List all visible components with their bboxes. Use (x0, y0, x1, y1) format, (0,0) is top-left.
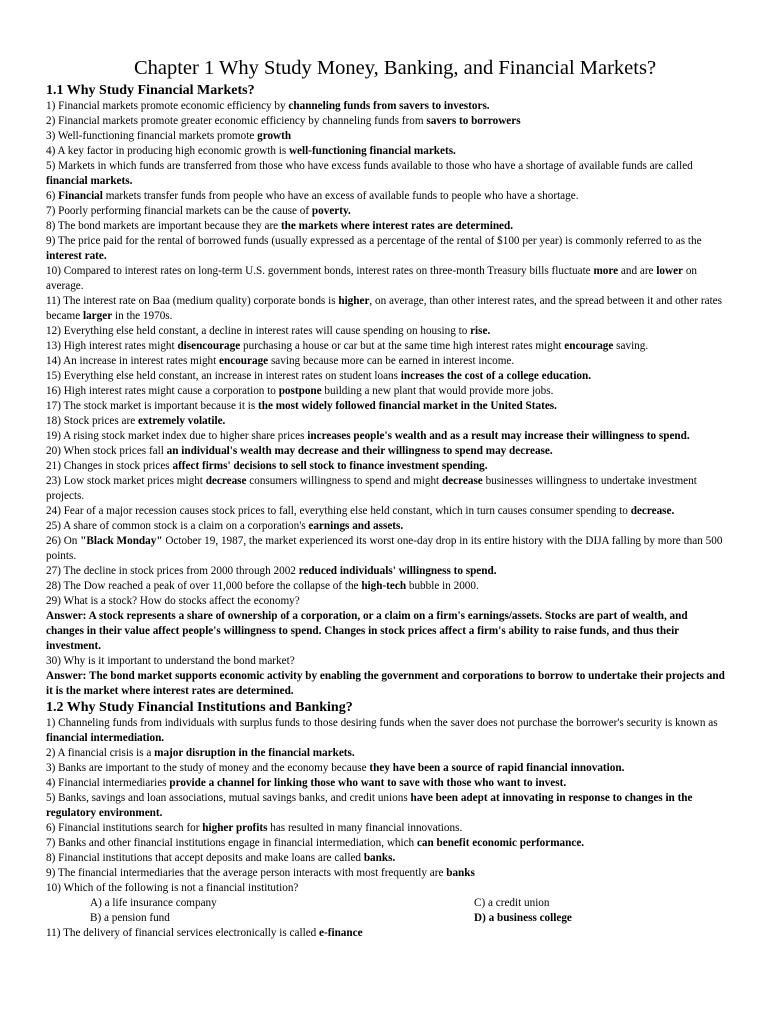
text-run: 24) Fear of a major recession causes stock prices to fall, everything else held constant, which in turn causes consumer spending to (46, 505, 631, 517)
question-item (46, 159, 728, 189)
bold-text: more (593, 265, 619, 277)
text-run: October 19, 1987, the market experienced its worst one-day drop in its entire history with the DIJA falling by more than 500 points. (46, 535, 723, 562)
text-run: 13) High interest rates might (46, 340, 178, 352)
question-item (46, 459, 728, 474)
text-run: businesses willingness to undertake investment projects. (46, 475, 697, 502)
text-run: 15) Everything else held constant, an increase in interest rates on student loans (46, 370, 401, 382)
bold-text: growth (257, 130, 292, 142)
answer-choices (46, 896, 728, 926)
bold-text: encourage (564, 340, 614, 352)
bold-text: channeling funds from savers to investors. (288, 100, 490, 112)
question-item (46, 399, 728, 414)
bold-text: high-tech (361, 580, 407, 592)
bold-text: financial markets. (46, 175, 133, 187)
text-run: 14) An increase in interest rates might (46, 355, 220, 367)
question-item (46, 264, 728, 294)
bold-text: reduced individuals' willingness to spend. (298, 565, 497, 577)
section-heading: 1.1 Why Study Financial Markets? (46, 83, 255, 98)
text-run: 1) Channeling funds from individuals with surplus funds to those desiring funds when the saver does not purchase the borrower's security is known as (46, 717, 718, 729)
document-body (46, 82, 728, 941)
question-item (46, 204, 728, 219)
bold-text: banks (446, 867, 475, 879)
text-run: 23) Low stock market prices might (46, 475, 206, 487)
question-item (46, 339, 728, 354)
bold-text: higher profits (202, 822, 268, 834)
text-run: 11) The interest rate on Baa (medium quality) corporate bonds is (46, 295, 339, 307)
text-run: 8) Financial institutions that accept deposits and make loans are called (46, 852, 364, 864)
bold-text: extremely volatile. (137, 415, 226, 427)
text-run: 3) Banks are important to the study of money and the economy because (46, 762, 370, 774)
chapter-title: Chapter 1 Why Study Money, Banking, and Financial Markets? (133, 57, 657, 79)
text-run: 21) Changes in stock prices (46, 460, 173, 472)
question-item (46, 654, 728, 669)
text-run: 8) The bond markets are important because they are (46, 220, 281, 232)
bold-text: rise. (470, 325, 491, 337)
text-run: 7) Poorly performing financial markets can be the cause of (46, 205, 312, 217)
question-item (46, 791, 728, 821)
bold-text: have been adept at innovating in response to changes in the regulatory environment. (46, 792, 693, 819)
text-run: 4) Financial intermediaries (46, 777, 170, 789)
text-run: building a new plant that would provide more jobs. (321, 385, 554, 397)
bold-text: "Black Monday" (80, 535, 163, 547)
question-item (46, 429, 728, 444)
question-item (46, 534, 728, 564)
question-item (46, 144, 728, 159)
question-item (46, 324, 728, 339)
bold-text: interest rate. (46, 250, 107, 262)
bold-text: decrease. (630, 505, 675, 517)
text-run: 6) (46, 190, 59, 202)
answer-choice (474, 911, 728, 926)
question-item (46, 369, 728, 384)
text-run: 2) A financial crisis is a (46, 747, 155, 759)
answer-choice (474, 896, 728, 911)
bold-text: Financial (58, 190, 103, 202)
bold-text: earnings and assets. (308, 520, 404, 532)
text-run: C) a credit union (474, 897, 550, 909)
question-item (46, 189, 728, 204)
question-item (46, 294, 728, 324)
text-run: 27) The decline in stock prices from 2000 through 2002 (46, 565, 299, 577)
bold-text: higher (338, 295, 370, 307)
text-run: 18) Stock prices are (46, 415, 138, 427)
bold-text: an individual's wealth may decrease and their willingness to spend may decrease. (166, 445, 553, 457)
text-run: saving because more can be earned in interest income. (268, 355, 515, 367)
bold-text: disencourage (177, 340, 241, 352)
text-run: 28) The Dow reached a peak of over 11,000 before the collapse of the (46, 580, 362, 592)
question-item (46, 836, 728, 851)
text-run: 10) Compared to interest rates on long-term U.S. government bonds, interest rates on three-month Treasury bills fluctuate (46, 265, 594, 277)
text-run: 12) Everything else held constant, a decline in interest rates will cause spending on housing to (46, 325, 471, 337)
text-run: consumers willingness to spend and might (246, 475, 442, 487)
question-item (46, 219, 728, 234)
question-item (46, 594, 728, 609)
question-item (46, 504, 728, 519)
text-run: markets transfer funds from people who have an excess of available funds to people who have a shortage. (102, 190, 579, 202)
question-item (46, 444, 728, 459)
question-item (46, 474, 728, 504)
text-run: 3) Well-functioning financial markets promote (46, 130, 258, 142)
text-run: A) a life insurance company (90, 897, 217, 909)
bold-text: D) a business college (474, 912, 572, 924)
question-item (46, 129, 728, 144)
text-run: 20) When stock prices fall (46, 445, 167, 457)
question-item (46, 716, 728, 746)
bold-text: increases the cost of a college education. (400, 370, 592, 382)
bold-text: provide a channel for linking those who want to save with those who want to invest. (169, 777, 567, 789)
section-heading: 1.2 Why Study Financial Institutions and Banking? (46, 700, 353, 715)
text-run: 9) The price paid for the rental of borrowed funds (usually expressed as a percentage of the rental of $100 per year) is commonly referred to as the (46, 235, 702, 247)
bold-text: increases people's wealth and as a result may increase their willingness to spend. (307, 430, 690, 442)
question-item (46, 866, 728, 881)
bold-text: postpone (278, 385, 322, 397)
text-run: 16) High interest rates might cause a corporation to (46, 385, 279, 397)
text-run: 1) Financial markets promote economic efficiency by (46, 100, 289, 112)
text-run: has resulted in many financial innovations. (267, 822, 463, 834)
bold-text: the markets where interest rates are determined. (280, 220, 514, 232)
bold-text: decrease (205, 475, 247, 487)
text-run: 25) A share of common stock is a claim on a corporation's (46, 520, 309, 532)
question-item (46, 99, 728, 114)
text-run: 6) Financial institutions search for (46, 822, 203, 834)
text-run: purchasing a house or car but at the same time high interest rates might (240, 340, 565, 352)
text-run: 2) Financial markets promote greater economic efficiency by channeling funds from (46, 115, 427, 127)
bold-text: financial intermediation. (46, 732, 165, 744)
text-run: 29) What is a stock? How do stocks affect the economy? (46, 595, 300, 607)
bold-text: larger (82, 310, 113, 322)
text-run: and are (618, 265, 657, 277)
bold-text: they have been a source of rapid financial innovation. (369, 762, 625, 774)
answer-paragraph (46, 609, 728, 654)
text-run: 5) Markets in which funds are transferred from those who have excess funds available to those who have a shortage of available funds are called (46, 160, 693, 172)
text-run: 4) A key factor in producing high economic growth is (46, 145, 289, 157)
question-item (46, 384, 728, 399)
question-item (46, 926, 728, 941)
answer-paragraph (46, 669, 728, 699)
question-item (46, 821, 728, 836)
question-item (46, 776, 728, 791)
text-run: , on average, than other interest rates, and the spread between it and other rates became (46, 295, 722, 322)
text-run: 30) Why is it important to understand the bond market? (46, 655, 295, 667)
bold-text: savers to borrowers (426, 115, 521, 127)
bold-text: Answer: The bond market supports economic activity by enabling the government and corporations to borrow to undertake their projects and it is the market where interest rates are determined. (46, 670, 725, 697)
question-item (46, 761, 728, 776)
bold-text: major disruption in the financial markets. (154, 747, 355, 759)
question-item (46, 579, 728, 594)
question-item (46, 746, 728, 761)
text-run: 5) Banks, savings and loan associations, mutual savings banks, and credit unions (46, 792, 411, 804)
bold-text: well-functioning financial markets. (288, 145, 456, 157)
text-run: in the 1970s. (112, 310, 173, 322)
question-item (46, 564, 728, 579)
text-run: 9) The financial intermediaries that the average person interacts with most frequently are (46, 867, 447, 879)
question-item (46, 414, 728, 429)
text-run: saving. (613, 340, 649, 352)
bold-text: affect firms' decisions to sell stock to finance investment spending. (172, 460, 488, 472)
text-run: B) a pension fund (90, 912, 170, 924)
bold-text: encourage (219, 355, 269, 367)
text-run: 19) A rising stock market index due to higher share prices (46, 430, 308, 442)
question-item (46, 881, 728, 896)
bold-text: the most widely followed financial market in the United States. (258, 400, 557, 412)
text-run: bubble in 2000. (406, 580, 479, 592)
question-item (46, 519, 728, 534)
question-item (46, 851, 728, 866)
answer-choice (90, 911, 474, 926)
bold-text: poverty. (311, 205, 351, 217)
bold-text: lower (656, 265, 684, 277)
answer-choice (90, 896, 474, 911)
bold-text: Answer: A stock represents a share of ownership of a corporation, or a claim on a firm's earnings/assets. Stocks are part of wealth, and changes in their value affect people's willingness to spend. Changes in stock prices affect a firm's ability to raise funds, and thus their investment. (46, 610, 688, 652)
text-run: 17) The stock market is important because it is (46, 400, 258, 412)
bold-text: can benefit economic performance. (416, 837, 585, 849)
question-item (46, 234, 728, 264)
text-run: on average. (46, 265, 698, 292)
text-run: 26) On (46, 535, 81, 547)
question-item (46, 354, 728, 369)
text-run: 11) The delivery of financial services electronically is called (46, 927, 320, 939)
question-item (46, 114, 728, 129)
bold-text: decrease (441, 475, 483, 487)
bold-text: banks. (363, 852, 396, 864)
text-run: 7) Banks and other financial institutions engage in financial intermediation, which (46, 837, 417, 849)
bold-text: e-finance (319, 927, 363, 939)
text-run: 10) Which of the following is not a financial institution? (46, 882, 299, 894)
